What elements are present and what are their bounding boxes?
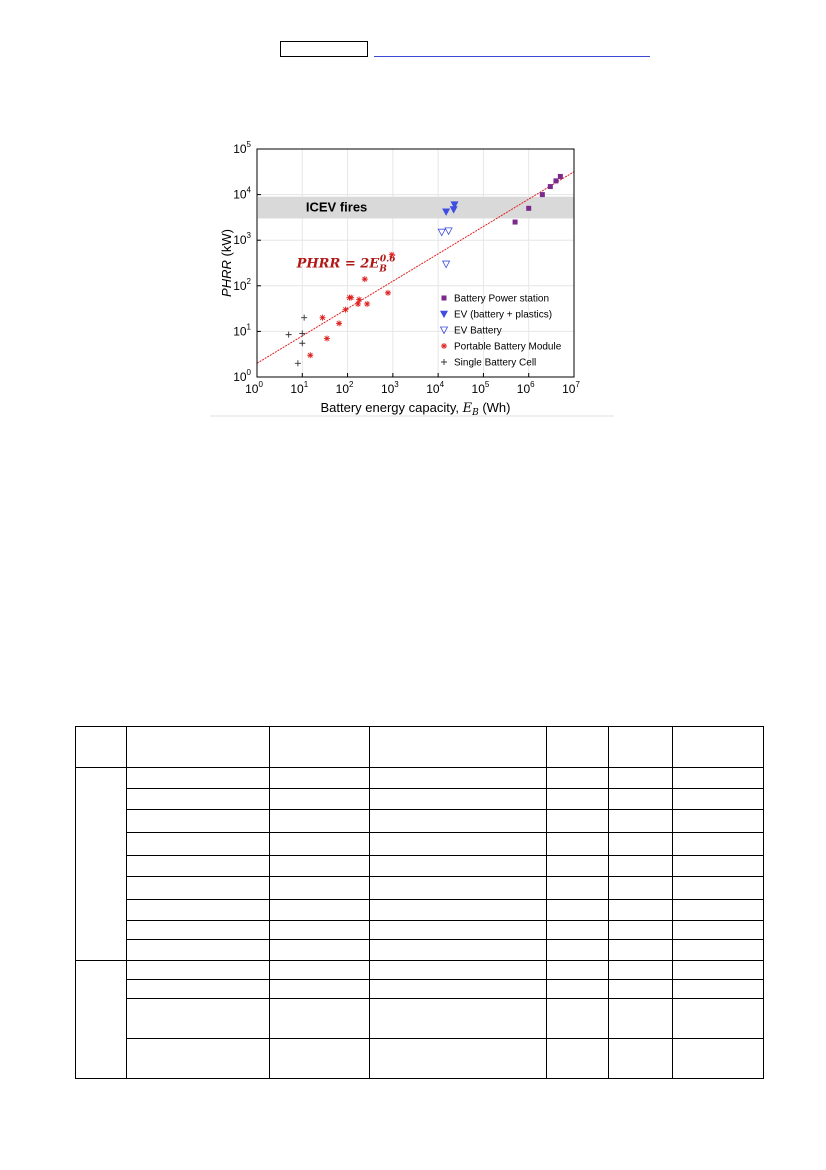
table-cell (370, 921, 547, 940)
x-tick-label (245, 380, 263, 396)
table-cell (270, 1039, 370, 1079)
table-cell (127, 1039, 270, 1079)
table-cell (547, 810, 609, 833)
table-cell (370, 768, 547, 789)
table-row (76, 833, 764, 856)
table-cell (127, 921, 270, 940)
x-axis-symbol-sub: B (472, 408, 479, 418)
table-cell (127, 961, 270, 980)
y-tick-label (233, 140, 251, 156)
table-cell (270, 810, 370, 833)
data-point (438, 229, 445, 236)
table-cell (673, 833, 764, 856)
data-point (295, 360, 301, 366)
x-axis-label-text: Battery energy capacity, (320, 400, 463, 415)
y-tick-label (233, 277, 251, 293)
table-cell (270, 940, 370, 961)
table-cell (547, 900, 609, 921)
table-cell (547, 999, 609, 1039)
table-cell (673, 810, 764, 833)
table-cell (370, 940, 547, 961)
data-point (513, 220, 518, 225)
table-cell (609, 1039, 673, 1079)
table-cell (609, 789, 673, 810)
table-cell (370, 999, 547, 1039)
table-header-row (76, 727, 764, 768)
table-cell (127, 999, 270, 1039)
table-cell (270, 900, 370, 921)
table-cell (547, 921, 609, 940)
header-cell (547, 727, 609, 768)
x-tick-label (290, 380, 308, 396)
legend-label: EV Battery (454, 325, 502, 337)
table-cell (270, 877, 370, 900)
table-cell (609, 877, 673, 900)
table-cell (127, 940, 270, 961)
tick-exponent: 7 (575, 380, 580, 389)
table-row (76, 810, 764, 833)
table-row (76, 1039, 764, 1079)
table-cell (609, 980, 673, 999)
header-cell (370, 727, 547, 768)
icev-band-label: ICEV fires (305, 199, 368, 215)
phrr-scatter-chart (210, 138, 614, 418)
tick-base: 10 (233, 233, 247, 248)
table-cell (547, 833, 609, 856)
table-cell (370, 900, 547, 921)
table-cell (673, 999, 764, 1039)
tick-exponent: 0 (246, 368, 251, 377)
fit-equation (296, 255, 397, 275)
legend-marker (441, 311, 448, 318)
table-cell (673, 961, 764, 980)
x-tick-label (562, 380, 580, 396)
table-cell (673, 940, 764, 961)
tick-exponent: 2 (349, 380, 354, 389)
legend-label: EV (battery + plastics) (454, 309, 553, 321)
tick-base: 10 (233, 370, 247, 384)
legend-marker (442, 296, 447, 301)
data-point (299, 340, 305, 346)
table-cell (370, 856, 547, 877)
tick-exponent: 0 (258, 380, 263, 389)
table-body (76, 727, 764, 1079)
table-cell (609, 856, 673, 877)
tick-base: 10 (245, 382, 259, 396)
legend-marker (441, 359, 447, 365)
table-cell (127, 789, 270, 810)
table-cell (270, 856, 370, 877)
tick-base: 10 (516, 382, 531, 396)
table-row (76, 940, 764, 961)
table-row (76, 877, 764, 900)
tick-exponent: 4 (439, 380, 445, 389)
table-cell (547, 961, 609, 980)
table-cell (547, 1039, 609, 1079)
data-point (389, 252, 395, 258)
table-cell (547, 789, 609, 810)
tick-base: 10 (233, 324, 247, 339)
data-point (286, 332, 292, 338)
data-point (443, 261, 450, 268)
table-cell (609, 961, 673, 980)
tick-base: 10 (562, 382, 576, 396)
table-cell (270, 833, 370, 856)
header-cell (270, 727, 370, 768)
table-cell (370, 980, 547, 999)
table-cell (127, 856, 270, 877)
table-cell (127, 900, 270, 921)
y-tick-label (233, 322, 251, 338)
data-point (558, 174, 563, 179)
header-cell (76, 727, 127, 768)
tick-base: 10 (380, 382, 395, 396)
data-point (548, 184, 553, 189)
y-axis-label-unit: (kW) (219, 229, 234, 261)
table-cell (609, 999, 673, 1039)
table-cell (270, 999, 370, 1039)
tick-base: 10 (233, 278, 247, 293)
eq-lhs: PHRR = 2E (296, 256, 380, 272)
x-tick-label (426, 380, 444, 396)
table-cell (270, 768, 370, 789)
table-row (76, 900, 764, 921)
legend-marker (441, 343, 447, 349)
table-cell (370, 833, 547, 856)
table-cell (370, 810, 547, 833)
header-link[interactable] (374, 56, 650, 57)
table-cell (370, 789, 547, 810)
y-tick-label (233, 186, 251, 202)
table-cell (547, 856, 609, 877)
data-point (445, 228, 452, 235)
table-cell (547, 768, 609, 789)
tick-base: 10 (335, 382, 350, 396)
table-cell (370, 961, 547, 980)
tick-base: 10 (290, 382, 304, 396)
table-cell (673, 768, 764, 789)
tick-exponent: 3 (394, 380, 399, 389)
tick-exponent: 5 (484, 380, 490, 389)
y-tick-label (233, 231, 251, 247)
table-cell (270, 980, 370, 999)
y-axis-label (219, 229, 234, 297)
table-row (76, 789, 764, 810)
data-point (307, 352, 313, 358)
tick-base: 10 (471, 382, 485, 396)
table-cell (673, 789, 764, 810)
table-cell (547, 877, 609, 900)
group-cell (76, 961, 127, 1079)
table-cell (673, 1039, 764, 1079)
header-cell (127, 727, 270, 768)
x-tick-label (472, 380, 490, 396)
data-table (75, 726, 764, 1079)
table-cell (609, 921, 673, 940)
x-axis-symbol: E (462, 401, 473, 416)
data-point (526, 206, 531, 211)
data-point (324, 335, 330, 341)
x-axis-unit: (Wh) (478, 400, 511, 415)
y-axis-label-quantity: PHRR (219, 260, 234, 297)
header-cell (673, 727, 764, 768)
table-row (76, 980, 764, 999)
tick-exponent: 5 (246, 140, 251, 149)
table-cell (270, 789, 370, 810)
table-cell (609, 900, 673, 921)
table-cell (547, 980, 609, 999)
data-point (320, 315, 326, 321)
data-point (336, 320, 342, 326)
data-point (348, 295, 354, 301)
legend-label: Portable Battery Module (454, 341, 562, 353)
tick-exponent: 4 (246, 185, 251, 195)
data-point (362, 276, 368, 282)
table-cell (270, 961, 370, 980)
x-tick-label (381, 380, 399, 396)
tick-exponent: 1 (246, 322, 251, 332)
data-point (540, 192, 545, 197)
header-text-box (280, 41, 368, 57)
tick-base: 10 (426, 382, 440, 396)
table-row (76, 921, 764, 940)
table-cell (127, 877, 270, 900)
table-cell (127, 768, 270, 789)
data-point (553, 178, 558, 183)
tick-exponent: 2 (246, 276, 251, 286)
tick-exponent: 1 (303, 380, 309, 389)
legend-label: Single Battery Cell (454, 357, 537, 369)
table-cell (127, 833, 270, 856)
x-tick-labels (245, 380, 580, 396)
eq-exponent: 0.6 (379, 254, 396, 265)
tick-exponent: 3 (246, 231, 251, 241)
table-cell (673, 980, 764, 999)
table-cell (270, 921, 370, 940)
legend-marker (441, 327, 448, 334)
table-row (76, 961, 764, 980)
tick-base: 10 (233, 187, 247, 202)
legend-label: Battery Power station (454, 293, 550, 305)
data-point (385, 290, 391, 296)
table-cell (609, 940, 673, 961)
table-cell (609, 833, 673, 856)
table-cell (609, 810, 673, 833)
eq-subscript: B (379, 264, 387, 275)
data-point (355, 301, 361, 307)
y-tick-labels (233, 140, 251, 384)
data-point (364, 301, 370, 307)
tick-base: 10 (233, 142, 247, 156)
table-cell (370, 1039, 547, 1079)
tick-exponent: 6 (530, 380, 535, 389)
header-cell (609, 727, 673, 768)
table-cell (547, 940, 609, 961)
x-tick-label (517, 380, 535, 396)
table-cell (370, 877, 547, 900)
group-cell (76, 768, 127, 961)
table-cell (673, 856, 764, 877)
table-row (76, 856, 764, 877)
x-tick-label (336, 380, 354, 396)
table-cell (673, 877, 764, 900)
table-cell (127, 980, 270, 999)
table-cell (127, 810, 270, 833)
table-cell (673, 921, 764, 940)
table-row (76, 768, 764, 789)
data-point (342, 307, 348, 313)
data-point (356, 297, 362, 303)
x-axis-label (320, 400, 510, 418)
table-row (76, 999, 764, 1039)
table-cell (609, 768, 673, 789)
table-cell (673, 900, 764, 921)
